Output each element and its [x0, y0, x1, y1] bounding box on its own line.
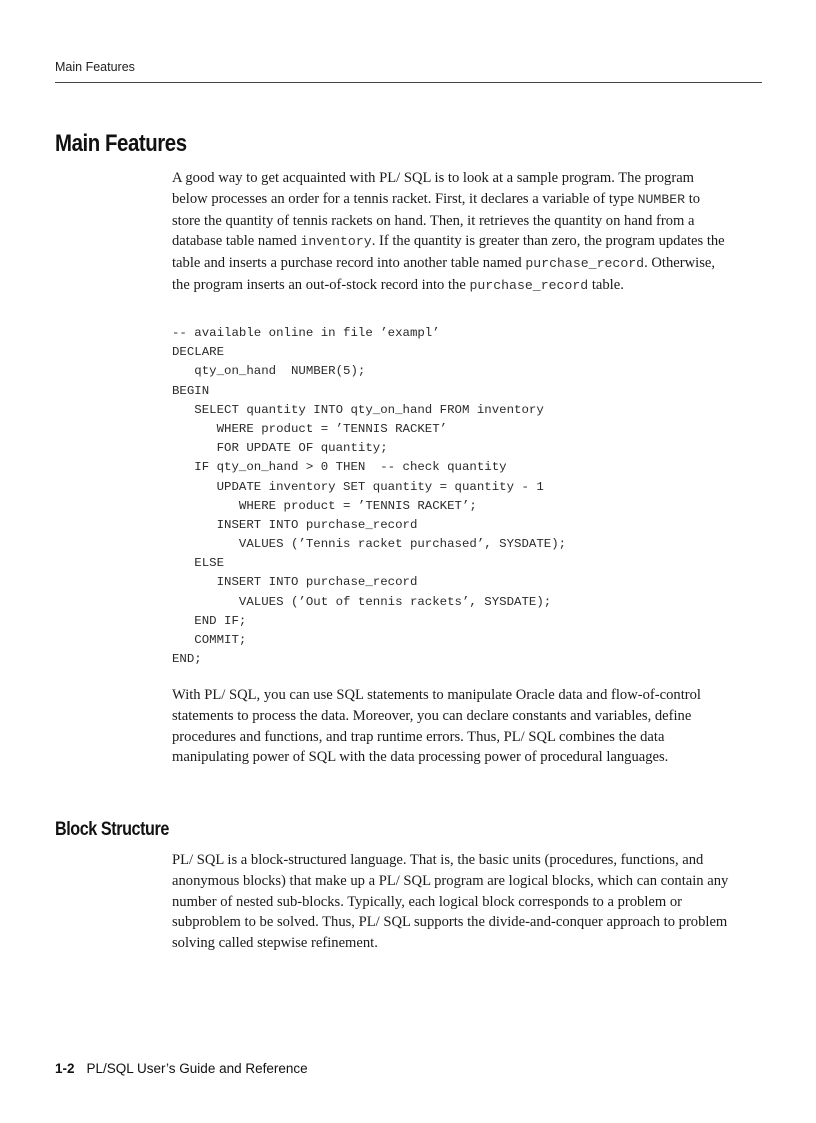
intro-text-4: . Otherwise, the program inserts an out-of-stock record into the — [172, 255, 716, 293]
code-line: IF qty_on_hand > 0 THEN -- check quantity — [172, 460, 507, 475]
code-line: END IF; — [172, 613, 247, 628]
block-structure-paragraph: PL/ SQL is a block-structured language. That is, the basic units (procedures, functions, and anonymous blocks) that make up a PL/ SQL program are logical blocks, which can contain any number of nested sub-blocks. Typically, each logical block corresponds to a problem or subproblem to be solved. Thus, PL/ SQL supports the divide-and-conquer approach to problem solving called stepwise refinement. — [172, 852, 729, 952]
code-listing — [172, 324, 566, 669]
code-line: FOR UPDATE OF quantity; — [172, 441, 388, 456]
code-line: INSERT INTO purchase_record — [172, 517, 418, 532]
page-footer — [55, 1061, 308, 1076]
code-line: BEGIN — [172, 383, 210, 398]
page-number: 1-2 — [55, 1061, 75, 1076]
section-title-main-features: Main Features — [55, 130, 187, 157]
intro-text-1: A good way to get acquainted with PL/ SQL is to look at a sample program. The program below processes an order for a tennis racket. First, it declares a variable of type — [172, 170, 695, 207]
code-line: WHERE product = ’TENNIS RACKET’; — [172, 498, 477, 513]
code-line: COMMIT; — [172, 633, 247, 647]
intro-text-2: to store the quantity of tennis rackets on hand. Then, it retrieves the quantity on hand from a database table named — [172, 190, 701, 250]
code-line: -- available online in file ’exampl’ — [172, 326, 440, 340]
header-divider — [55, 82, 762, 83]
code-line: DECLARE — [172, 345, 225, 360]
intro-paragraph — [172, 168, 732, 297]
book-title: PL/SQL User’s Guide and Reference — [86, 1061, 308, 1076]
code-line: SELECT quantity INTO qty_on_hand FROM inventory — [172, 402, 544, 417]
code-line: INSERT INTO purchase_record — [172, 575, 418, 590]
code-line: END; — [172, 652, 202, 667]
code-line: VALUES (’Tennis racket purchased’, SYSDATE); — [172, 537, 567, 552]
section-title-block-structure: Block Structure — [55, 819, 169, 840]
code-line: ELSE — [172, 556, 225, 571]
inline-code-number: NUMBER — [637, 191, 686, 207]
inline-code-inventory: inventory — [300, 234, 372, 250]
code-line: VALUES (’Out of tennis rackets’, SYSDATE); — [172, 594, 552, 609]
code-line: UPDATE inventory SET quantity = quantity - 1 — [172, 479, 544, 494]
intro-text-5: table. — [588, 276, 624, 293]
inline-code-purchase-record-2: purchase_record — [469, 277, 589, 293]
inline-code-purchase-record: purchase_record — [525, 256, 645, 272]
code-line: qty_on_hand NUMBER(5); — [172, 364, 366, 379]
after-code-paragraph: With PL/ SQL, you can use SQL statements to manipulate Oracle data and flow-of-control statements to process the data. Moreover, you can declare constants and variables, define procedures and functions, and trap runtime errors. Thus, PL/ SQL combines the data manipulating power of SQL with the data processing power of procedural languages. — [172, 687, 701, 766]
intro-text-3: . If the quantity is greater than zero, the program updates the table and inserts a purchase record into another table named — [172, 233, 725, 272]
code-line: WHERE product = ’TENNIS RACKET’ — [172, 421, 448, 436]
running-header: Main Features — [55, 60, 135, 74]
